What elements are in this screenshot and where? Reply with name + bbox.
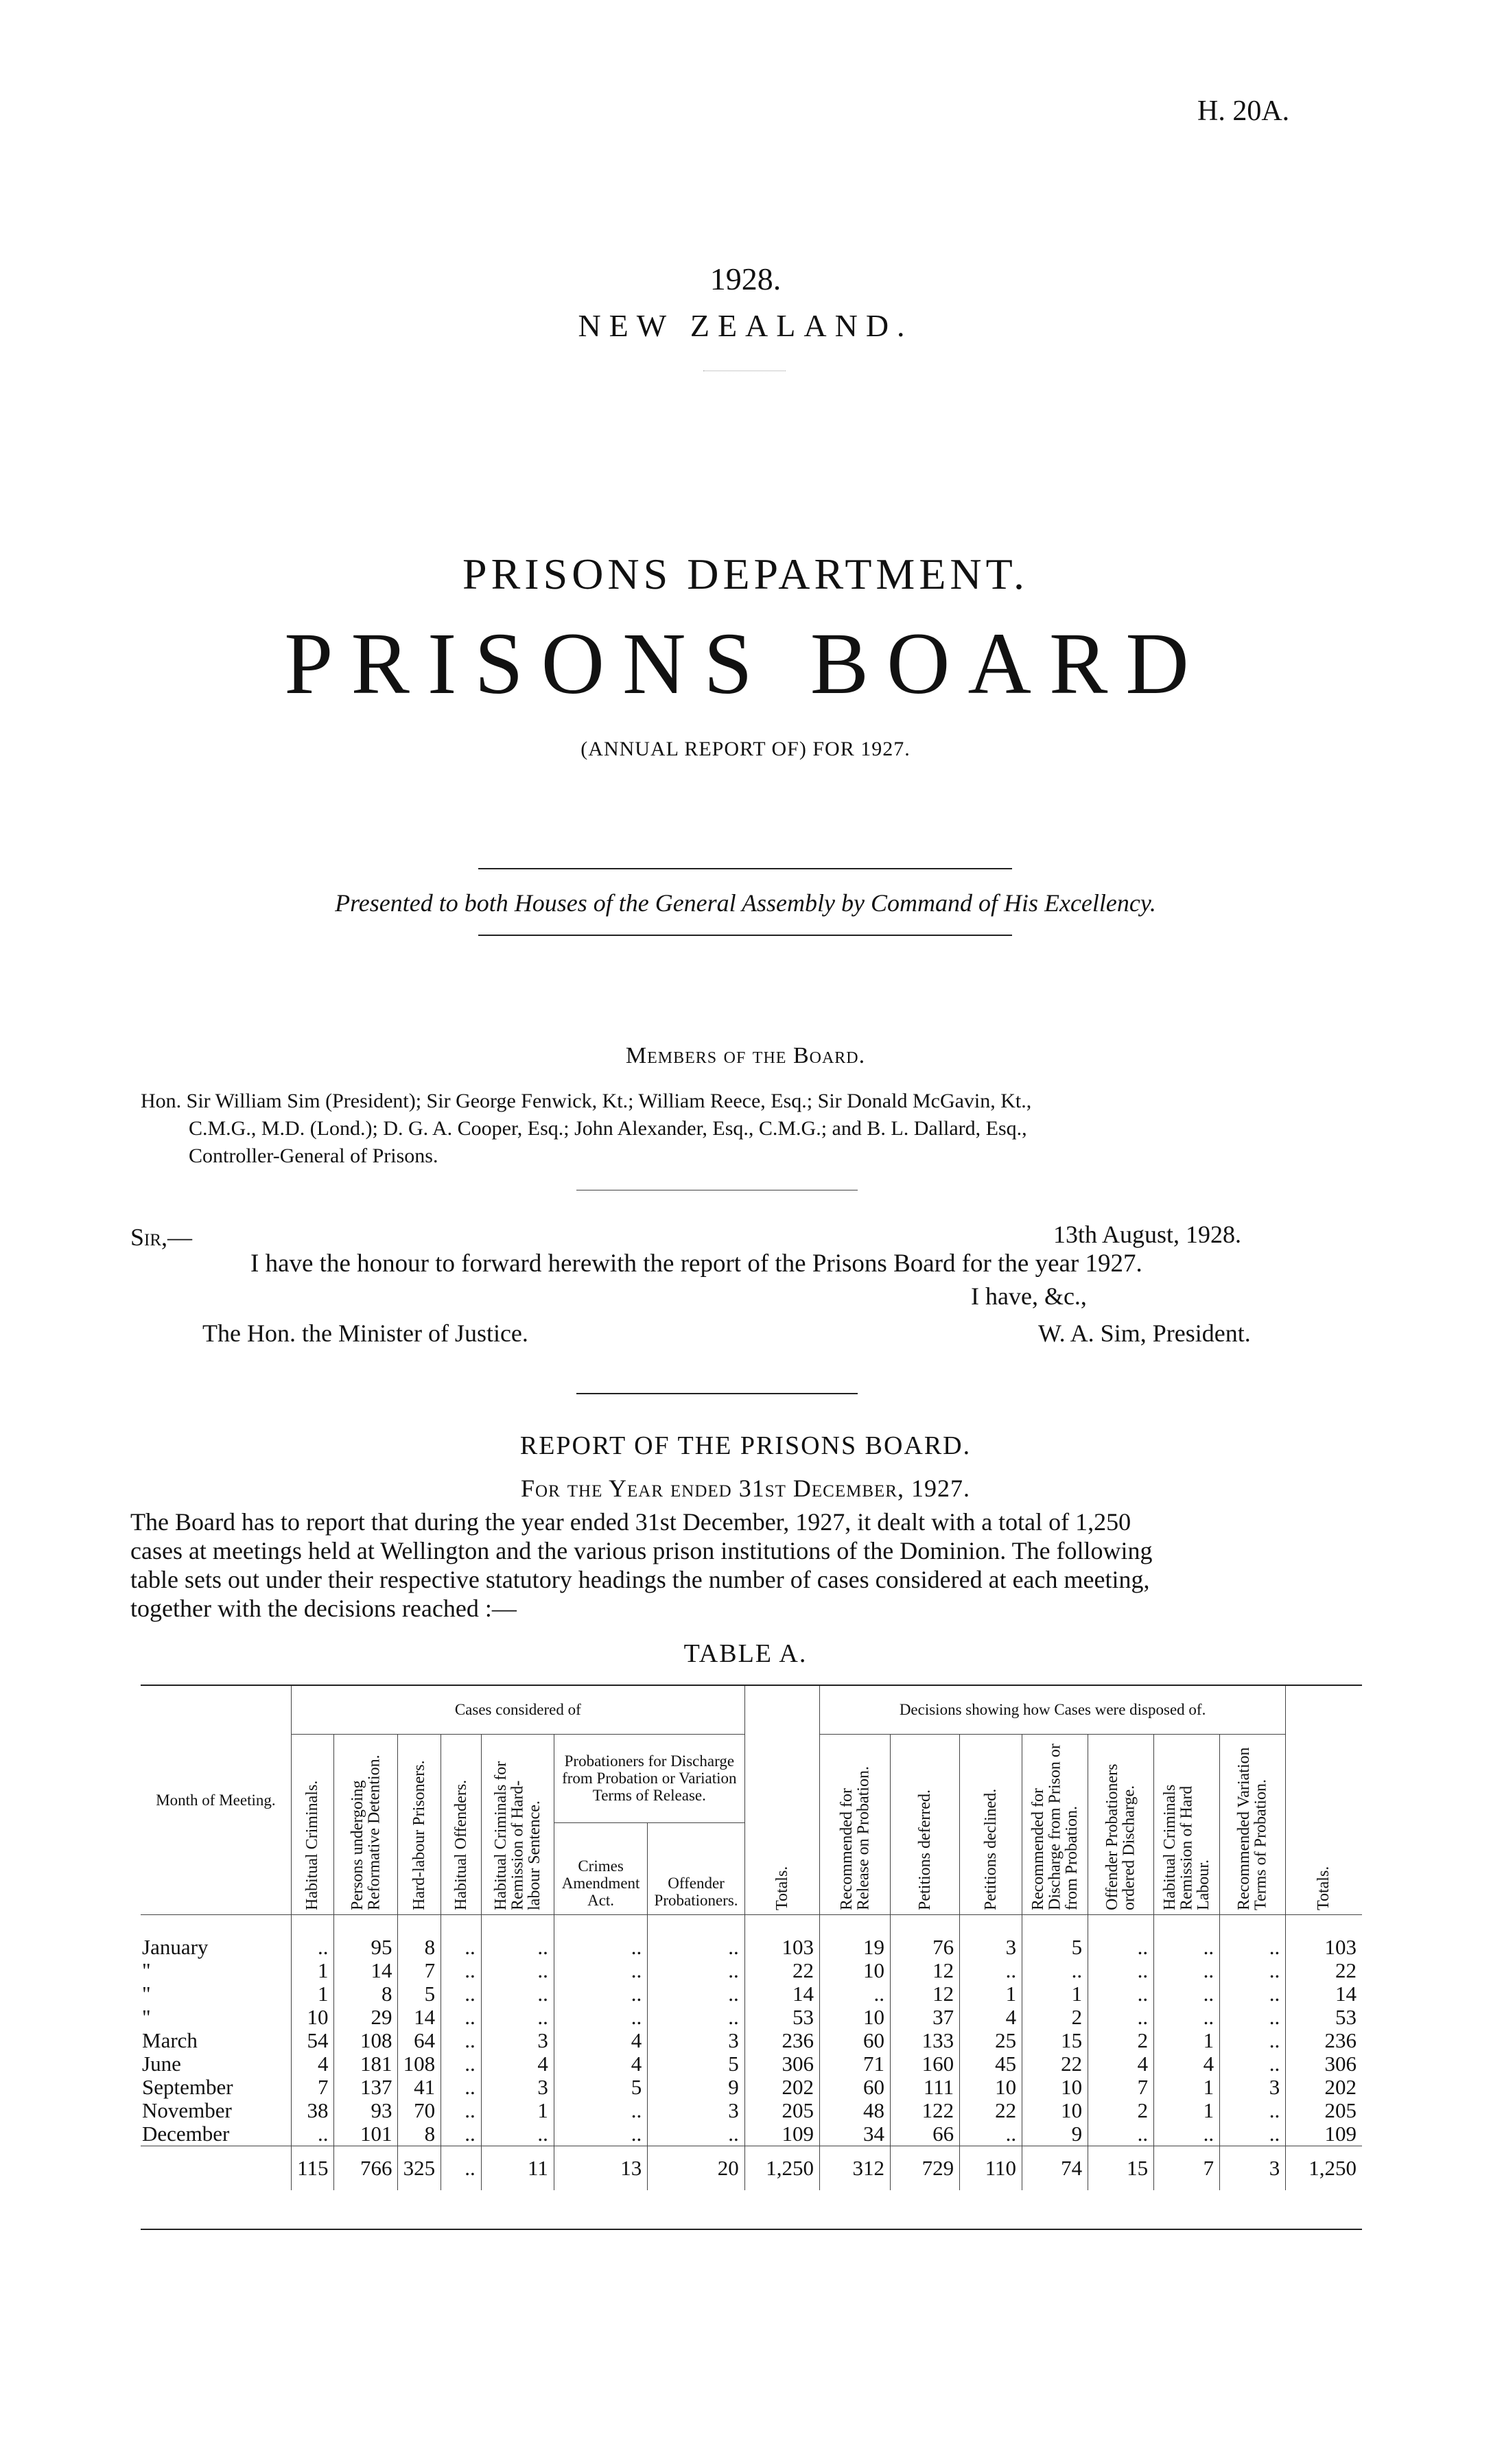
value-cell: 14	[744, 1982, 819, 2006]
value-cell: ..	[481, 1959, 554, 1982]
value-cell: ..	[1220, 2029, 1286, 2052]
value-cell: 41	[398, 2076, 441, 2099]
value-cell: 9	[648, 2076, 745, 2099]
header-offenders: Habitual Offenders.	[441, 1735, 482, 1915]
value-cell: 8	[334, 1982, 398, 2006]
value-cell: 1	[960, 1982, 1022, 2006]
report-year: 1928.	[709, 261, 782, 296]
value-cell: ..	[648, 1982, 745, 2006]
value-cell: 306	[1286, 2052, 1362, 2076]
value-cell: 4	[554, 2029, 647, 2052]
table-row	[141, 2076, 1362, 2099]
value-cell: 93	[334, 2099, 398, 2122]
value-cell: 53	[744, 2006, 819, 2029]
value-cell: 8	[398, 1936, 441, 1959]
value-cell: ..	[554, 2099, 647, 2122]
value-cell: ..	[648, 1959, 745, 1982]
value-cell: ..	[1154, 1959, 1220, 1982]
value-cell: 1	[1154, 2099, 1220, 2122]
value-cell: 236	[1286, 2029, 1362, 2052]
header-group-cases: Cases considered of	[291, 1685, 744, 1735]
header-probationers: Probationers for Discharge from Probation or Variation Terms of Release.	[554, 1735, 744, 1823]
value-cell: ..	[441, 2122, 482, 2146]
value-cell: ..	[1154, 2122, 1220, 2146]
value-cell: 95	[334, 1936, 398, 1959]
header-reformative: Persons undergoing Reformative Detention.	[334, 1735, 398, 1915]
month-cell: March	[142, 2028, 198, 2052]
value-cell: 4	[481, 2052, 554, 2076]
value-cell: ..	[481, 1936, 554, 1959]
value-cell: 19	[819, 1936, 890, 1959]
header-deferred: Petitions deferred.	[891, 1735, 960, 1915]
value-cell: 1	[1154, 2076, 1220, 2099]
value-cell: 2	[1088, 2029, 1154, 2052]
month-cell: "	[142, 2005, 151, 2029]
value-cell: 76	[891, 1936, 960, 1959]
value-cell: 22	[1022, 2052, 1088, 2076]
value-cell: ..	[1220, 1936, 1286, 1959]
value-cell: 5	[554, 2076, 647, 2099]
value-cell: 3	[481, 2029, 554, 2052]
total-cell: 7	[1154, 2146, 1220, 2191]
value-cell: 70	[398, 2099, 441, 2122]
value-cell: ..	[1220, 2006, 1286, 2029]
header-crimes-act: Crimes Amendment Act.	[554, 1822, 647, 1914]
value-cell: 137	[334, 2076, 398, 2099]
value-cell: 45	[960, 2052, 1022, 2076]
table-row	[141, 1982, 1362, 2006]
value-cell: ..	[648, 2006, 745, 2029]
total-cell: 3	[1220, 2146, 1286, 2191]
value-cell: 2	[1022, 2006, 1088, 2029]
value-cell: 10	[960, 2076, 1022, 2099]
value-cell: 109	[744, 2122, 819, 2146]
value-cell: 7	[398, 1959, 441, 1982]
value-cell: ..	[819, 1982, 890, 2006]
table-title: TABLE A.	[683, 1639, 808, 1668]
value-cell: 48	[819, 2099, 890, 2122]
value-cell: ..	[1088, 1959, 1154, 1982]
value-cell: 10	[1022, 2076, 1088, 2099]
value-cell: ..	[1088, 1982, 1154, 2006]
value-cell: 5	[648, 2052, 745, 2076]
value-cell: 3	[481, 2076, 554, 2099]
value-cell: 14	[334, 1959, 398, 1982]
value-cell: ..	[481, 2122, 554, 2146]
value-cell: 4	[1088, 2052, 1154, 2076]
value-cell: 4	[554, 2052, 647, 2076]
table-row	[141, 1959, 1362, 1982]
table-row	[141, 2006, 1362, 2029]
value-cell: 54	[291, 2029, 334, 2052]
table-row	[141, 2099, 1362, 2122]
value-cell: 10	[819, 2006, 890, 2029]
value-cell: 109	[1286, 2122, 1362, 2146]
members-line: C.M.G., M.D. (Lond.); D. G. A. Cooper, Esq.; John Alexander, Esq., C.M.G.; and B. L. Dallard, Esq.,	[189, 1117, 1027, 1140]
value-cell: ..	[1088, 2006, 1154, 2029]
value-cell: ..	[1220, 1959, 1286, 1982]
value-cell: 103	[744, 1936, 819, 1959]
header-month: Month of Meeting.	[141, 1685, 291, 1915]
value-cell: ..	[481, 1982, 554, 2006]
value-cell: ..	[554, 1959, 647, 1982]
members-line: Controller-General of Prisons.	[189, 1145, 438, 1167]
month-cell: January	[142, 1935, 209, 1959]
total-cell: 1,250	[744, 2146, 819, 2191]
paragraph-line: cases at meetings held at Wellington and the various prison institutions of the Dominion. The following	[130, 1537, 1153, 1564]
table-row	[141, 2029, 1362, 2052]
value-cell: 60	[819, 2029, 890, 2052]
report-period: For the Year ended 31st December, 1927.	[521, 1475, 970, 1502]
letter-closing: I have, &c.,	[971, 1282, 1087, 1310]
value-cell: 122	[891, 2099, 960, 2122]
members-line: Hon. Sir William Sim (President); Sir George Fenwick, Kt.; William Reece, Esq.; Sir Donald McGavin, Kt.,	[141, 1090, 1032, 1112]
header-recommended: Recommended for Release on Probation.	[819, 1735, 890, 1915]
value-cell: 22	[960, 2099, 1022, 2122]
salutation: Sir,—	[130, 1223, 193, 1251]
header-remission: Habitual Criminals for Remission of Hard-labour Sentence.	[481, 1735, 554, 1915]
table-row	[141, 1936, 1362, 1959]
value-cell: 12	[891, 1959, 960, 1982]
value-cell: 10	[291, 2006, 334, 2029]
total-cell: 766	[334, 2146, 398, 2191]
value-cell: ..	[291, 2122, 334, 2146]
value-cell: 236	[744, 2029, 819, 2052]
total-cell: 74	[1022, 2146, 1088, 2191]
value-cell: ..	[554, 1936, 647, 1959]
value-cell: ..	[291, 1936, 334, 1959]
value-cell: 71	[819, 2052, 890, 2076]
header-totals: Totals.	[744, 1685, 819, 1915]
value-cell: ..	[1220, 2052, 1286, 2076]
value-cell: ..	[441, 2029, 482, 2052]
value-cell: 3	[648, 2029, 745, 2052]
value-cell: 3	[648, 2099, 745, 2122]
value-cell: 25	[960, 2029, 1022, 2052]
value-cell: ..	[441, 1982, 482, 2006]
total-cell: 325	[398, 2146, 441, 2191]
header-offender-discharge: Offender Probationers ordered Discharge.	[1088, 1735, 1154, 1915]
value-cell: 111	[891, 2076, 960, 2099]
total-cell: 13	[554, 2146, 647, 2191]
country-name: NEW ZEALAND.	[578, 308, 913, 343]
header-variation: Recommended Variation Terms of Probation.	[1220, 1735, 1286, 1915]
table-bottom-rule	[141, 2229, 1362, 2230]
total-cell: 110	[960, 2146, 1022, 2191]
value-cell: 60	[819, 2076, 890, 2099]
value-cell: 66	[891, 2122, 960, 2146]
value-cell: 8	[398, 2122, 441, 2146]
value-cell: 22	[744, 1959, 819, 1982]
value-cell: 10	[819, 1959, 890, 1982]
header-discharge: Recommended for Discharge from Prison or from Probation.	[1022, 1735, 1088, 1915]
value-cell: ..	[554, 1982, 647, 2006]
presentation-line: Presented to both Houses of the General Assembly by Command of His Excellency.	[335, 889, 1156, 917]
value-cell: 306	[744, 2052, 819, 2076]
value-cell: 64	[398, 2029, 441, 2052]
value-cell: 202	[744, 2076, 819, 2099]
document-reference: H. 20A.	[1197, 95, 1290, 127]
value-cell: 7	[1088, 2076, 1154, 2099]
value-cell: 3	[1220, 2076, 1286, 2099]
report-paragraph	[130, 1507, 1153, 1623]
value-cell: 38	[291, 2099, 334, 2122]
divider-rule	[576, 1393, 858, 1394]
value-cell: ..	[1154, 1936, 1220, 1959]
value-cell: 5	[1022, 1936, 1088, 1959]
value-cell: 29	[334, 2006, 398, 2029]
total-cell: 1,250	[1286, 2146, 1362, 2191]
header-hardlabour: Hard-labour Prisoners.	[398, 1735, 441, 1915]
paragraph-line: table sets out under their respective statutory headings the number of cases considered at each meeting,	[130, 1566, 1150, 1593]
total-cell: 15	[1088, 2146, 1154, 2191]
value-cell: 103	[1286, 1936, 1362, 1959]
value-cell: 1	[1022, 1982, 1088, 2006]
value-cell: 34	[819, 2122, 890, 2146]
value-cell: 4	[1154, 2052, 1220, 2076]
header-offender-probationers: Offender Probationers.	[648, 1822, 745, 1914]
value-cell: 9	[1022, 2122, 1088, 2146]
value-cell: 2	[1088, 2099, 1154, 2122]
header-declined: Petitions declined.	[960, 1735, 1022, 1915]
total-cell: 729	[891, 2146, 960, 2191]
letter-signature: W. A. Sim, President.	[1038, 1319, 1251, 1347]
value-cell: 1	[291, 1982, 334, 2006]
total-cell: 312	[819, 2146, 890, 2191]
value-cell: ..	[1088, 2122, 1154, 2146]
value-cell: ..	[441, 2052, 482, 2076]
totals-row	[141, 2146, 1362, 2191]
divider-rule	[478, 868, 1012, 869]
value-cell: ..	[1088, 1936, 1154, 1959]
value-cell: 5	[398, 1982, 441, 2006]
value-cell: 22	[1286, 1959, 1362, 1982]
divider-rule	[478, 935, 1012, 936]
value-cell: ..	[1220, 2099, 1286, 2122]
value-cell: ..	[960, 1959, 1022, 1982]
members-heading: Members of the Board.	[625, 1043, 866, 1068]
month-cell: December	[142, 2122, 230, 2146]
value-cell: ..	[554, 2122, 647, 2146]
department-title: PRISONS DEPARTMENT.	[462, 550, 1029, 598]
board-title: PRISONS BOARD	[284, 615, 1207, 712]
value-cell: 108	[334, 2029, 398, 2052]
value-cell: ..	[441, 2006, 482, 2029]
month-cell: June	[142, 2052, 181, 2076]
value-cell: 1	[1154, 2029, 1220, 2052]
value-cell: 3	[960, 1936, 1022, 1959]
value-cell: 202	[1286, 2076, 1362, 2099]
total-cell	[141, 2146, 291, 2191]
report-title: REPORT OF THE PRISONS BOARD.	[519, 1431, 972, 1460]
value-cell: ..	[441, 1959, 482, 1982]
month-cell: November	[142, 2098, 232, 2122]
value-cell: 53	[1286, 2006, 1362, 2029]
value-cell: 133	[891, 2029, 960, 2052]
value-cell: 37	[891, 2006, 960, 2029]
value-cell: ..	[1154, 2006, 1220, 2029]
value-cell: ..	[1154, 1982, 1220, 2006]
month-cell: "	[142, 1982, 151, 2006]
members-list	[141, 1088, 1031, 1170]
total-cell: 20	[648, 2146, 745, 2191]
paragraph-line: The Board has to report that during the year ended 31st December, 1927, it dealt with a total of 1,250	[130, 1508, 1131, 1536]
value-cell: 14	[1286, 1982, 1362, 2006]
value-cell: ..	[481, 2006, 554, 2029]
value-cell: ..	[441, 2099, 482, 2122]
value-cell: 181	[334, 2052, 398, 2076]
table-row	[141, 2122, 1362, 2146]
month-cell: "	[142, 1958, 151, 1982]
header-totals2: Totals.	[1286, 1685, 1362, 1915]
value-cell: ..	[1220, 2122, 1286, 2146]
value-cell: 205	[1286, 2099, 1362, 2122]
value-cell: 12	[891, 1982, 960, 2006]
value-cell: ..	[648, 1936, 745, 1959]
value-cell: 1	[291, 1959, 334, 1982]
value-cell: 10	[1022, 2099, 1088, 2122]
value-cell: ..	[648, 2122, 745, 2146]
letter-body: I have the honour to forward herewith the report of the Prisons Board for the year 1927.	[250, 1249, 1142, 1278]
value-cell: 101	[334, 2122, 398, 2146]
value-cell: ..	[441, 2076, 482, 2099]
value-cell: ..	[960, 2122, 1022, 2146]
value-cell: ..	[1220, 1982, 1286, 2006]
letter-date: 13th August, 1928.	[1053, 1221, 1242, 1248]
value-cell: 7	[291, 2076, 334, 2099]
report-subtitle: (ANNUAL REPORT OF) FOR 1927.	[580, 738, 911, 760]
value-cell: ..	[1022, 1959, 1088, 1982]
total-cell: 11	[481, 2146, 554, 2191]
total-cell: 115	[291, 2146, 334, 2191]
value-cell: 15	[1022, 2029, 1088, 2052]
value-cell: 1	[481, 2099, 554, 2122]
header-hab-remission: Habitual Criminals Remission of Hard Labour.	[1154, 1735, 1220, 1915]
value-cell: ..	[554, 2006, 647, 2029]
value-cell: 4	[291, 2052, 334, 2076]
table-body	[141, 1936, 1362, 2146]
header-group-decisions: Decisions showing how Cases were disposed of.	[819, 1685, 1285, 1735]
letter-addressee: The Hon. the Minister of Justice.	[202, 1319, 528, 1347]
value-cell: 205	[744, 2099, 819, 2122]
value-cell: ..	[441, 1936, 482, 1959]
value-cell: 160	[891, 2052, 960, 2076]
table-a	[141, 1685, 1362, 2190]
value-cell: 14	[398, 2006, 441, 2029]
table-row	[141, 2052, 1362, 2076]
value-cell: 4	[960, 2006, 1022, 2029]
paragraph-line: together with the decisions reached :—	[130, 1595, 517, 1622]
header-habitual: Habitual Criminals.	[291, 1735, 334, 1915]
total-cell: ..	[441, 2146, 482, 2191]
month-cell: September	[142, 2075, 233, 2099]
value-cell: 108	[398, 2052, 441, 2076]
